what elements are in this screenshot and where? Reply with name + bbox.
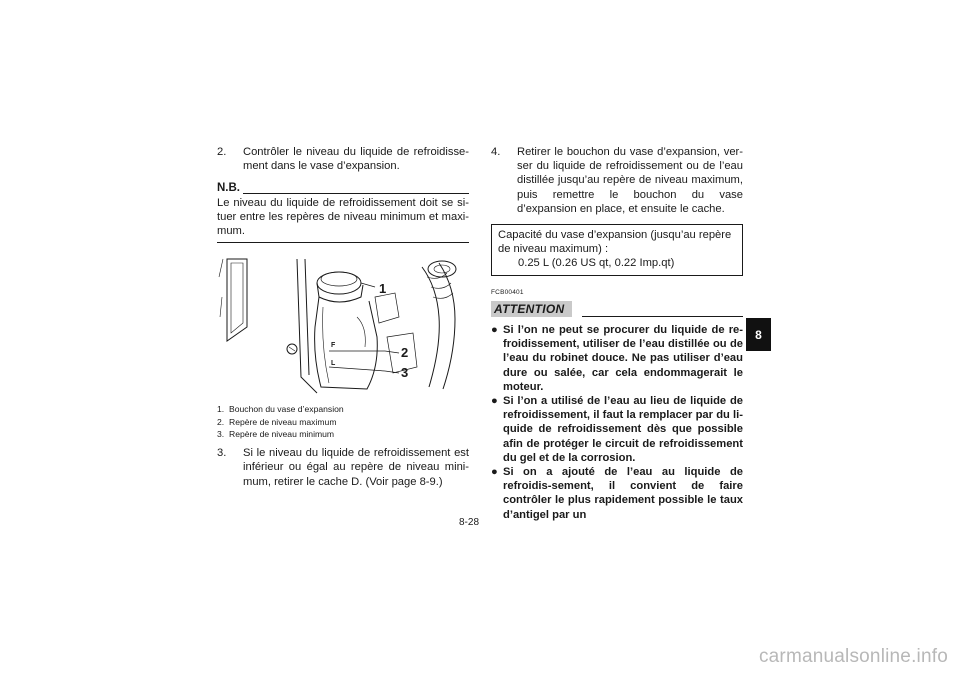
list-item-text: Si l’on ne peut se procurer du liquide de re-froidissement, utiliser de l’eau distillée ou de l’eau du robinet douce. Ne pas utiliser d’eau dure ou salée, car cela endommagerait le moteur. [503,324,743,393]
caption-text: Repère de niveau minimum [229,428,335,439]
note-rule [243,193,469,194]
capacity-box [491,224,743,276]
right-column [491,145,743,522]
note-header [217,181,469,195]
capacity-label: Capacité du vase d’expansion (jusqu’au repère de niveau maximum) : [498,229,732,256]
caption-item [217,403,469,415]
attention-label: ATTENTION [491,301,572,317]
step-2 [217,145,469,173]
left-column [217,145,469,497]
caption-item [217,428,469,440]
chapter-tab: 8 [746,318,771,351]
bullet-icon: ● [491,466,498,479]
callout-1: 1 [379,281,387,297]
attention-list [491,323,743,522]
coolant-reservoir-figure [217,257,469,397]
figure-captions [217,403,469,440]
list-item [491,394,743,465]
list-item [491,323,743,394]
list-item-text: Si on a ajouté de l’eau au liquide de refroidis-sement, il convient de faire contrôler le plus rapidement possible le taux d’antigel par un [503,466,743,521]
callout-3: 3 [401,365,409,381]
caption-text: Bouchon du vase d’expansion [229,404,344,415]
page-number: 8-28 [459,517,480,528]
step-number: 4. [491,146,501,158]
caption-number: 3. [217,428,225,439]
list-item [491,465,743,522]
callout-2: 2 [401,345,409,361]
watermark: carmanualsonline.info [758,646,948,667]
min-mark-l: L [331,360,336,368]
list-item-text: Si l’on a utilisé de l’eau au lieu de liquide de refroidissement, il faut la remplacer par du li-quide de refroidissement dès que possible afin de protéger le circuit de refroidissement du gel et de la corrosion. [503,395,743,464]
reservoir-illustration [217,257,469,397]
step-text: Contrôler le niveau du liquide de refroidisse-ment dans le vase d’expansion. [243,146,469,173]
max-mark-f: F [331,342,336,350]
step-3 [217,446,469,489]
capacity-value: 0.25 L (0.26 US qt, 0.22 Imp.qt) [518,257,675,270]
caption-number: 2. [217,416,225,427]
bullet-icon: ● [491,324,498,337]
note-label: N.B. [217,182,240,195]
attention-rule [582,316,743,317]
step-number: 2. [217,146,227,158]
bullet-icon: ● [491,395,498,408]
step-text: Si le niveau du liquide de refroidissement est inférieur ou égal au repère de niveau mini-mum, retirer le cache D. (Voir page 8-9.) [243,447,469,488]
caption-item [217,416,469,428]
step-number: 3. [217,447,227,460]
step-text: Retirer le bouchon du vase d’expansion, ver-ser du liquide de refroidissement ou de l’eau distillée jusqu’au repère de niveau maximum, puis remettre le bouchon du vase d’expansion en place, et ensuite le cache. [517,146,743,215]
reference-code: FCB00401 [491,288,524,296]
caption-text: Repère de niveau maximum [229,416,337,427]
step-4 [491,145,743,216]
note-text: Le niveau du liquide de refroidissement doit se si-tuer entre les repères de niveau minimum et maxi-mum. [217,196,469,244]
attention-header [491,301,743,317]
caption-number: 1. [217,404,225,415]
